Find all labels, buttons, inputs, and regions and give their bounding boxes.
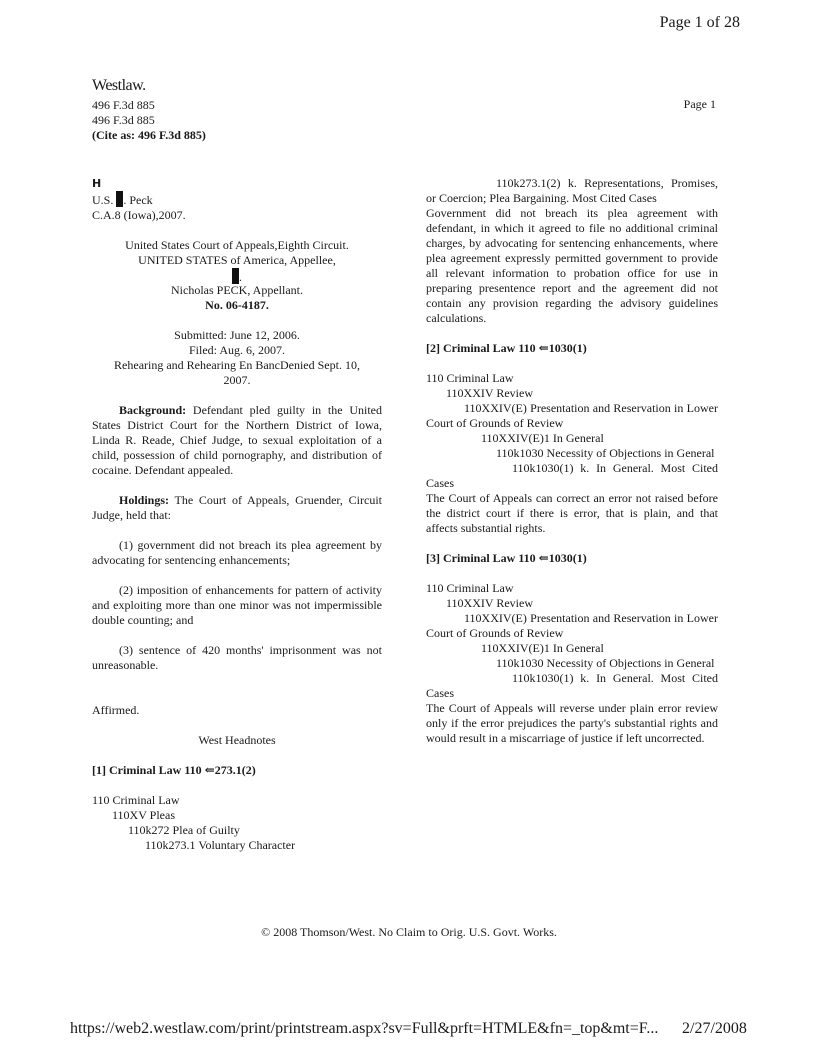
cite-as: (Cite as: 496 F.3d 885) bbox=[92, 128, 206, 142]
headnote-1-key[interactable]: 110k272 Plea of Guilty bbox=[128, 823, 240, 837]
right-column bbox=[426, 176, 718, 746]
headnote-1-subtopic[interactable]: 110XV Pleas bbox=[112, 808, 175, 822]
headnote-2-key[interactable]: 110k1030 Necessity of Objections in General bbox=[496, 446, 715, 460]
holding-1: (1) government did not breach its plea agreement by advocating for sentencing enhancements; bbox=[92, 538, 382, 567]
page-counter: Page 1 of 28 bbox=[659, 14, 740, 31]
holding-2: (2) imposition of enhancements for pattern of activity and exploiting more than one minor was not impermissible double counting; and bbox=[92, 583, 382, 627]
court-name: United States Court of Appeals,Eighth Circuit. bbox=[125, 238, 349, 252]
headnote-3-title[interactable]: [3] Criminal Law 110 ⇐1030(1) bbox=[426, 551, 587, 565]
headnote-2-text: The Court of Appeals can correct an error not raised before the district court if there is error, that is plain, and that affects substantial rights. bbox=[426, 491, 718, 535]
left-column bbox=[92, 176, 382, 853]
holding-3: (3) sentence of 420 months' imprisonment was not unreasonable. bbox=[92, 643, 382, 672]
docket-number: No. 06-4187. bbox=[205, 298, 269, 312]
headnote-1-topic[interactable]: 110 Criminal Law bbox=[92, 793, 180, 807]
headnote-3-subtopic[interactable]: 110XXIV Review bbox=[446, 596, 533, 610]
appellant: Nicholas PECK, Appellant. bbox=[171, 283, 303, 297]
background-paragraph: Background: Defendant pled guilty in the United States District Court for the Northern District of Iowa, Linda R. Reade, Chief Judge, to sexual exploitation of a child, possession of child pornography, and distribution of cocaine. Defendant appealed. bbox=[92, 403, 382, 477]
page-label: Page 1 bbox=[683, 97, 716, 111]
holdings-paragraph: Holdings: The Court of Appeals, Gruender, Circuit Judge, held that: bbox=[92, 493, 382, 522]
h-mark: H bbox=[92, 177, 102, 190]
citation-line: 496 F.3d 885 bbox=[92, 98, 155, 112]
filed-date: Filed: Aug. 6, 2007. bbox=[188, 343, 285, 357]
headnote-3-key[interactable]: 110XXIV(E) Presentation and Reservation in Lower Court of Grounds of Review bbox=[426, 611, 718, 640]
headnote-1-text: Government did not breach its plea agreement with defendant, in which it agreed to file no additional criminal charges, by advocating for sentencing enhancements, where plea agreement expressly permitted government to provide all relevant information to probation office for use in preparing presentence report and the agreement did not contain any provision regarding the advisory guidelines calculations. bbox=[426, 206, 718, 325]
headnote-2-key[interactable]: 110k1030(1) k. In General. Most Cited Cases bbox=[426, 461, 718, 490]
headnote-3-key[interactable]: 110k1030(1) k. In General. Most Cited Cases bbox=[426, 671, 718, 700]
headnote-2-title[interactable]: [2] Criminal Law 110 ⇐1030(1) bbox=[426, 341, 587, 355]
rehearing-year: 2007. bbox=[223, 373, 251, 387]
disposition: Affirmed. bbox=[92, 703, 140, 717]
rehearing-line: Rehearing and Rehearing En BancDenied Sept. 10, bbox=[114, 358, 360, 372]
headnote-1-title[interactable]: [1] Criminal Law 110 ⇐273.1(2) bbox=[92, 763, 256, 777]
headnote-3-key[interactable]: 110XXIV(E)1 In General bbox=[481, 641, 604, 655]
key-number-icon: ⇐ bbox=[538, 551, 549, 565]
headnote-2-topic[interactable]: 110 Criminal Law bbox=[426, 371, 514, 385]
case-name: U.S. . Peck bbox=[92, 193, 153, 207]
headnote-3-topic[interactable]: 110 Criminal Law bbox=[426, 581, 514, 595]
headnote-1-key[interactable]: 110k273.1 Voluntary Character bbox=[145, 838, 296, 852]
submitted-date: Submitted: June 12, 2006. bbox=[174, 328, 300, 342]
copyright-notice: © 2008 Thomson/West. No Claim to Orig. U.S. Govt. Works. bbox=[261, 925, 557, 939]
appellee: UNITED STATES of America, Appellee, bbox=[138, 253, 336, 267]
westlaw-logo: Westlaw. bbox=[92, 77, 146, 94]
key-number-icon: ⇐ bbox=[204, 763, 215, 777]
key-number-icon: ⇐ bbox=[538, 341, 549, 355]
headnote-3-key[interactable]: 110k1030 Necessity of Objections in General bbox=[496, 656, 715, 670]
court-year: C.A.8 (Iowa),2007. bbox=[92, 208, 186, 222]
headnote-2-subtopic[interactable]: 110XXIV Review bbox=[446, 386, 533, 400]
headnote-2-key[interactable]: 110XXIV(E)1 In General bbox=[481, 431, 604, 445]
citation-block bbox=[92, 98, 206, 143]
print-date: 2/27/2008 bbox=[682, 1020, 747, 1037]
headnote-1-key[interactable]: 110k273.1(2) k. Representations, Promises, or Coercion; Plea Bargaining. Most Cited Cases bbox=[426, 176, 718, 205]
print-url: https://web2.westlaw.com/print/printstream.aspx?sv=Full&prft=HTMLE&fn=_top&mt=F... bbox=[70, 1020, 659, 1037]
redaction-bar bbox=[232, 268, 239, 284]
headnote-2-key[interactable]: 110XXIV(E) Presentation and Reservation in Lower Court of Grounds of Review bbox=[426, 401, 718, 430]
citation-line: 496 F.3d 885 bbox=[92, 113, 155, 127]
headnote-3-text: The Court of Appeals will reverse under plain error review only if the error prejudices the party's substantial rights and would result in a miscarriage of justice if left uncorrected. bbox=[426, 701, 718, 745]
redaction-line: . bbox=[92, 268, 382, 283]
headnotes-title: West Headnotes bbox=[198, 733, 276, 747]
